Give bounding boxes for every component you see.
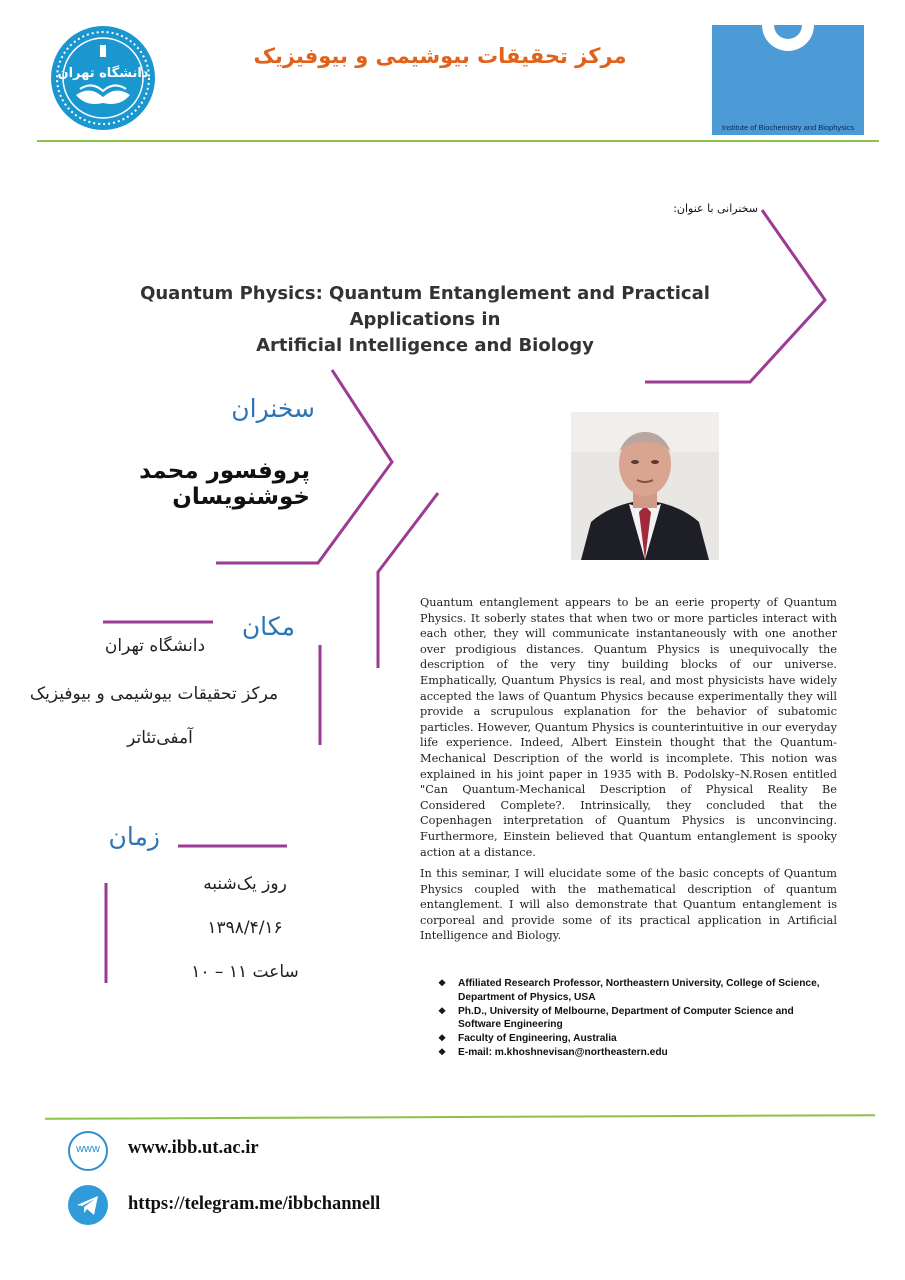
university-of-tehran-logo — [50, 25, 156, 131]
footer-divider — [45, 1114, 875, 1120]
www-icon: www — [68, 1131, 108, 1171]
bio-item: ❖ Ph.D., University of Melbourne, Department of Computer Science and Software Engineering — [438, 1005, 794, 1031]
website-link[interactable]: www.ibb.ut.ac.ir — [128, 1138, 259, 1158]
time-date: ۱۳۹۸/۴/۱۶ — [207, 918, 283, 938]
bio-email[interactable]: E-mail: m.khoshnevisan@northeastern.edu — [458, 1046, 668, 1058]
header-divider — [37, 140, 879, 142]
abstract — [420, 595, 837, 950]
abstract-paragraph-1: Quantum entanglement appears to be an eerie property of Quantum Physics. It soberly states that when two or more particles interact with each other, they will communicate instantaneously with one another over prodigious distances. Quantum Physics is unequivocally the description of the very tiny building blocks of our universe. Emphatically, Quantum Physics is real, and most physicists have widely accepted the laws of Quantum Physics because experimentally they will provide a scrupulous explanation for the behavior of subatomic particles. However, Quantum Physics is counterintuitive in our everyday life experience. Indeed, Albert Einstein thought that the Quantum-Mechanical Description of the world is incomplete. This notion was explained in his joint paper in 1935 with B. Podolsky–N.Rosen entitled "Can Quantum-Mechanical Description of Physical Reality Be Considered Complete?. Intrinsically, they concluded that the Copenhagen interpretation of Quantum Physics is unconvincing. Furthermore, Einstein believed that Quantum entanglement is spooky action at a distance. — [420, 596, 837, 859]
talk-title — [90, 281, 760, 359]
institute-title: مرکز تحقیقات بیوشیمی و بیوفیزیک — [253, 44, 627, 68]
place-institute: مرکز تحقیقات بیوشیمی و بیوفیزیک — [29, 684, 279, 704]
speaker-bio — [438, 977, 838, 1060]
bio-item: ❖ Affiliated Research Professor, Northeastern University, College of Science, Department of Physics, USA — [438, 978, 820, 1003]
place-university: دانشگاه تهران — [104, 636, 206, 656]
diamond-bullet-icon: ❖ — [438, 978, 447, 988]
logo-text: دانشگاه تهران — [57, 66, 149, 81]
speaker-name: پروفسور محمد خوشنویسان — [139, 458, 310, 510]
diamond-bullet-icon: ❖ — [438, 1033, 447, 1044]
speaker-heading: سخنران — [231, 394, 315, 423]
bio-item: ❖ Faculty of Engineering, Australia — [438, 1033, 617, 1045]
diamond-bullet-icon: ❖ — [438, 1046, 447, 1057]
time-heading: زمان — [108, 822, 160, 851]
speaker-photo — [571, 412, 719, 560]
place-hall: آمفی‌تئاتر — [127, 728, 193, 748]
diamond-bullet-icon: ❖ — [438, 1005, 447, 1016]
telegram-link[interactable]: https://telegram.me/ibbchannell — [128, 1194, 381, 1214]
talk-title-line-1: Quantum Physics: Quantum Entanglement and Practical Applications in — [140, 283, 710, 330]
ibb-institute-logo — [712, 25, 864, 135]
place-heading: مکان — [241, 612, 295, 641]
telegram-icon — [68, 1185, 108, 1225]
abstract-paragraph-2: In this seminar, I will elucidate some of the basic concepts of Quantum Physics coupled with the mathematical description of quantum entanglement. I will also demonstrate that Quantum entanglement is corporeal and provide some of its practical application in Artificial Intelligence and Biology. — [420, 867, 837, 943]
time-hours: ساعت ۱۱ – ۱۰ — [191, 962, 299, 982]
time-day: روز یک‌شنبه — [203, 874, 287, 894]
lecture-label: سخنرانی با عنوان: — [673, 202, 758, 215]
talk-title-line-2: Artificial Intelligence and Biology — [256, 335, 594, 356]
bio-item[interactable] — [438, 1046, 838, 1060]
ibb-logo-caption: Institute of Biochemistry and Biophysics — [721, 123, 855, 132]
